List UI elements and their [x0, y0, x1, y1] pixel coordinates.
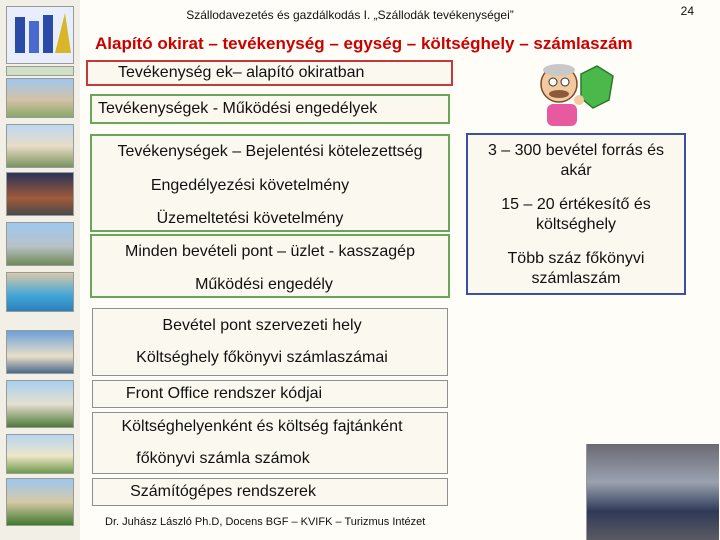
- box-computer-systems: [92, 478, 448, 506]
- bridge-image: [6, 330, 74, 374]
- summary-text: 15 – 20 értékesítő és költséghely: [501, 196, 651, 233]
- slide-title: Alapító okirat – tevékenység – egység – költséghely – számlaszám: [95, 34, 633, 53]
- box-text: Tevékenység ek– alapító okiratban: [118, 64, 365, 81]
- box-text: Minden bevételi pont – üzlet - kasszagép: [125, 243, 415, 260]
- garden-image: [6, 478, 74, 526]
- box-text: főkönyvi számla számok: [136, 450, 310, 467]
- box-founding-document: [86, 60, 453, 86]
- hotel-logo-image: [6, 6, 74, 64]
- box-revenue-points: [90, 234, 450, 298]
- box-text: Front Office rendszer kódjai: [125, 385, 323, 402]
- summary-text: Több száz főkönyvi számlaszám: [507, 250, 645, 287]
- box-text: Engedélyezési követelmény: [150, 177, 350, 194]
- box-text: Tevékenységek - Működési engedélyek: [98, 100, 378, 117]
- box-text: Üzemeltetési követelmény: [156, 210, 344, 227]
- hotel-building-image: [6, 78, 74, 118]
- summary-text: 3 – 300 bevétel forrás és akár: [487, 142, 665, 179]
- hotel-building-image: [6, 124, 74, 168]
- box-organizational-location: [92, 308, 448, 376]
- man-with-map-clipart: [535, 60, 620, 126]
- hotel-building-image: [6, 380, 74, 428]
- people-image: [6, 66, 74, 76]
- box-text: Bevétel pont szervezeti hely: [162, 317, 362, 334]
- box-front-office-codes: [92, 380, 448, 408]
- box-text: Számítógépes rendszerek: [130, 483, 316, 500]
- summary-box: [466, 133, 686, 295]
- page-number: 24: [680, 4, 694, 18]
- box-operating-permits: [90, 94, 450, 124]
- box-text: Tevékenységek – Bejelentési kötelezettség: [117, 143, 423, 160]
- box-reporting-obligation: [90, 134, 450, 232]
- hotel-building-image: [6, 222, 74, 266]
- pool-image: [6, 272, 74, 312]
- box-text: Költséghelyenként és költség fajtánként: [121, 418, 403, 435]
- box-text: Költséghely főkönyvi számlaszámai: [136, 349, 388, 366]
- course-header: Szállodavezetés és gazdálkodás I. „Szállodák tevékenységei”: [186, 8, 514, 22]
- box-cost-center-accounts: [92, 412, 448, 474]
- conference-room-image: [586, 444, 719, 540]
- footer-author: Dr. Juhász László Ph.D, Docens BGF – KVIFK – Turizmus Intézet: [105, 516, 426, 528]
- box-text: Működési engedély: [195, 276, 333, 293]
